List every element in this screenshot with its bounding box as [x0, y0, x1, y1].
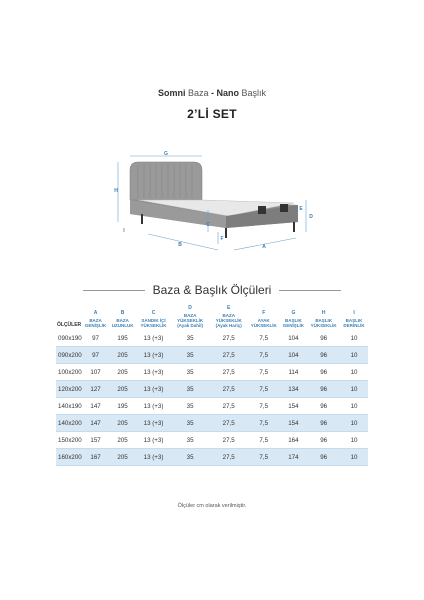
table-cell: 10: [340, 432, 368, 449]
table-cell: 97: [82, 347, 109, 364]
table-cell: 7,5: [248, 347, 279, 364]
table-cell: 35: [171, 398, 210, 415]
table-cell: 10: [340, 415, 368, 432]
column-letter: F: [262, 310, 266, 317]
table-cell: 10: [340, 330, 368, 347]
table-cell: 7,5: [248, 432, 279, 449]
table-cell: 96: [307, 364, 340, 381]
table-cell: 13 (+3): [136, 432, 171, 449]
table-cell: 27,5: [209, 432, 248, 449]
table-cell: 205: [109, 364, 136, 381]
headboard: [130, 162, 202, 200]
label-i: I: [123, 228, 125, 234]
divider-left: [83, 290, 145, 291]
table-header-row: [56, 304, 368, 330]
column-label: AYAK YÜKSEKLİK: [250, 317, 277, 329]
table-cell: 35: [171, 449, 210, 466]
table-cell: 13 (+3): [136, 347, 171, 364]
column-header: [109, 304, 136, 330]
table-cell: 150x200: [56, 432, 82, 449]
table-cell: 7,5: [248, 364, 279, 381]
table-cell: 10: [340, 347, 368, 364]
column-label: BAZA YÜKSEKLİK (Ayak Hariç): [215, 312, 242, 329]
table-cell: 140x200: [56, 415, 82, 432]
table-cell: 13 (+3): [136, 449, 171, 466]
column-header: [248, 304, 279, 330]
section-title: [0, 283, 424, 297]
column-letter: G: [291, 310, 296, 317]
column-label: BAZA UZUNLUK: [111, 317, 134, 329]
column-letter: E: [227, 305, 231, 311]
footnote: Ölçüler cm olarak verilmiştir.: [177, 503, 247, 509]
bed-base: [130, 200, 298, 238]
table-cell: 205: [109, 381, 136, 398]
table-cell: 10: [340, 381, 368, 398]
column-label: SANDIK İÇİ YÜKSEKLİK: [140, 317, 167, 329]
table-cell: 167: [82, 449, 109, 466]
table-cell: 127: [82, 381, 109, 398]
column-letter: B: [120, 310, 125, 317]
column-header: [56, 304, 82, 330]
table-cell: 96: [307, 398, 340, 415]
table-cell: 13 (+3): [136, 398, 171, 415]
table-cell: 13 (+3): [136, 415, 171, 432]
brand-name: Somni: [157, 88, 186, 98]
brand-type: Baza: [187, 88, 209, 98]
table-cell: 96: [307, 449, 340, 466]
label-f: F: [220, 236, 224, 242]
table-cell: 090x200: [56, 347, 82, 364]
table-cell: 7,5: [248, 398, 279, 415]
table-cell: 154: [279, 398, 307, 415]
table-cell: 96: [307, 432, 340, 449]
table-cell: 96: [307, 415, 340, 432]
table-cell: 100x200: [56, 364, 82, 381]
table-cell: 205: [109, 432, 136, 449]
label-h: H: [114, 188, 118, 194]
table-cell: 104: [279, 347, 307, 364]
table-cell: 27,5: [209, 330, 248, 347]
label-b: B: [178, 242, 182, 248]
column-header: [279, 304, 307, 330]
column-label: ÖLÇÜLER: [57, 321, 82, 328]
table-cell: 27,5: [209, 415, 248, 432]
table-cell: 174: [279, 449, 307, 466]
table-body: [56, 330, 368, 466]
table-cell: 35: [171, 381, 210, 398]
column-label: BAZA GENİŞLİK: [84, 317, 107, 329]
table-cell: 27,5: [209, 347, 248, 364]
column-letter: D: [188, 305, 192, 311]
table-cell: 205: [109, 415, 136, 432]
table-cell: 147: [82, 398, 109, 415]
table-cell: 27,5: [209, 364, 248, 381]
table-cell: 96: [307, 347, 340, 364]
table-cell: 27,5: [209, 398, 248, 415]
column-header: [209, 304, 248, 330]
label-e: E: [299, 206, 303, 212]
table-cell: 96: [307, 330, 340, 347]
product-type: Başlık: [241, 88, 267, 98]
table-cell: 090x190: [56, 330, 82, 347]
table-cell: 7,5: [248, 330, 279, 347]
table-cell: 27,5: [209, 449, 248, 466]
product-name: Nano: [216, 88, 240, 98]
column-header: [171, 304, 210, 330]
table-cell: 205: [109, 449, 136, 466]
table-cell: 7,5: [248, 415, 279, 432]
table-cell: 140x190: [56, 398, 82, 415]
table-cell: 195: [109, 330, 136, 347]
column-header: [340, 304, 368, 330]
table-row: [56, 415, 368, 432]
table-cell: 10: [340, 449, 368, 466]
label-a: A: [262, 244, 266, 250]
table-cell: 35: [171, 364, 210, 381]
table-cell: 157: [82, 432, 109, 449]
column-header: [82, 304, 109, 330]
section-title-text: Baza & Başlık Ölçüleri: [152, 283, 272, 297]
dimensions-table: [56, 304, 368, 466]
divider-right: [279, 290, 341, 291]
column-label: BAŞLIK DERİNLİK: [343, 317, 365, 329]
table-cell: 96: [307, 381, 340, 398]
table-cell: 107: [82, 364, 109, 381]
table-cell: 13 (+3): [136, 364, 171, 381]
table-cell: 35: [171, 347, 210, 364]
table-cell: 27,5: [209, 381, 248, 398]
column-header: [307, 304, 340, 330]
product-title: [0, 88, 424, 98]
table-cell: 164: [279, 432, 307, 449]
table-row: [56, 330, 368, 347]
table-cell: 160x200: [56, 449, 82, 466]
table-row: [56, 364, 368, 381]
table-cell: 35: [171, 432, 210, 449]
table-cell: 147: [82, 415, 109, 432]
table-row: [56, 398, 368, 415]
column-label: BAŞLIK YÜKSEKLİK: [310, 317, 337, 329]
table-cell: 195: [109, 398, 136, 415]
table-cell: 154: [279, 415, 307, 432]
table-row: [56, 449, 368, 466]
column-label: BAZA YÜKSEKLİK (Ayak Dahil): [177, 312, 204, 329]
table-cell: 134: [279, 381, 307, 398]
column-header: [136, 304, 171, 330]
table-cell: 35: [171, 330, 210, 347]
table-cell: 205: [109, 347, 136, 364]
table-cell: 97: [82, 330, 109, 347]
label-g: G: [164, 151, 168, 157]
table-cell: 13 (+3): [136, 330, 171, 347]
table-cell: 10: [340, 398, 368, 415]
table-row: [56, 432, 368, 449]
table-row: [56, 381, 368, 398]
column-letter: I: [353, 310, 355, 317]
table-cell: 10: [340, 364, 368, 381]
column-letter: A: [93, 310, 98, 317]
bed-diagram: [108, 150, 328, 260]
table-cell: 114: [279, 364, 307, 381]
table-cell: 104: [279, 330, 307, 347]
title-separator: -: [211, 88, 214, 98]
label-d: D: [309, 214, 313, 220]
table-cell: 7,5: [248, 449, 279, 466]
set-subtitle: 2’Lİ SET: [187, 107, 237, 121]
table-cell: 13 (+3): [136, 381, 171, 398]
table-cell: 35: [171, 415, 210, 432]
column-letter: C: [151, 310, 156, 317]
table-row: [56, 347, 368, 364]
label-c: C: [206, 222, 210, 228]
column-letter: H: [321, 310, 326, 317]
column-label: BAŞLIK GENİŞLİK: [282, 317, 305, 329]
table-cell: 7,5: [248, 381, 279, 398]
table-cell: 120x200: [56, 381, 82, 398]
